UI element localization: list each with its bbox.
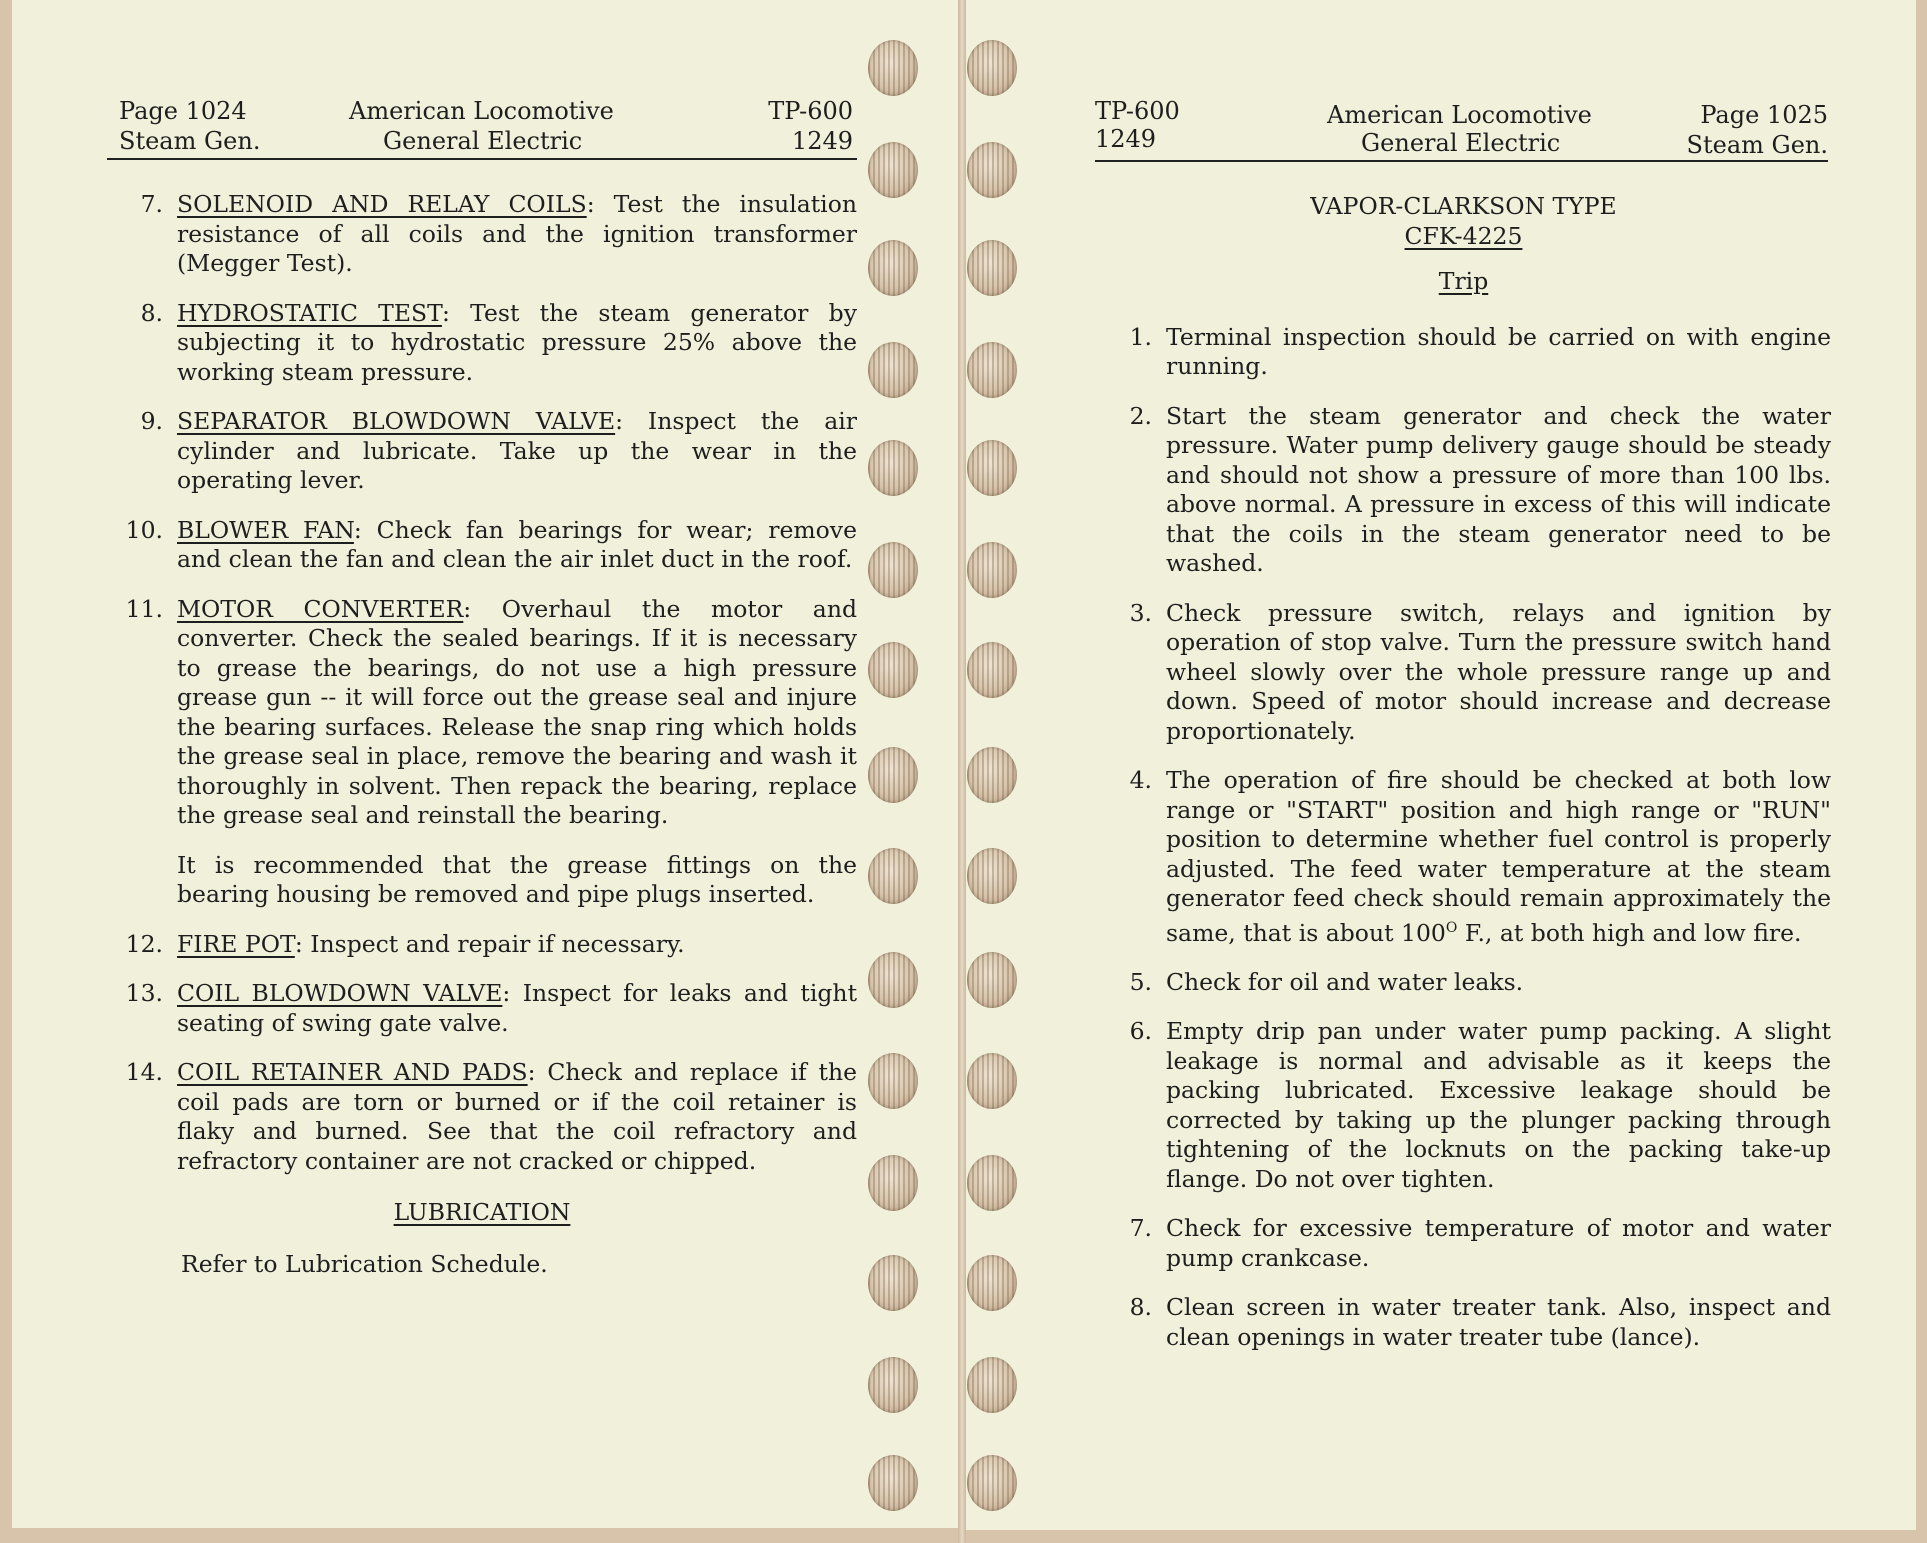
item-text: The operation of fire should be checked at both low range or "START" position and high range or "RUN" position to determine whether fuel control is properly adjusted. The feed water temperature at the steam generator feed check should remain approximately the same, that is about 100 bbox=[1166, 766, 1831, 947]
left-doc-code: TP-600 bbox=[768, 97, 853, 125]
item-text: Terminal inspection should be carried on with engine running. bbox=[1166, 322, 1831, 380]
item-text: Empty drip pan under water pump packing. A slight leakage is normal and advisable as it keeps the packing lubricated. Excessive leakage should be corrected by taking up the plunger packing through tightening of the locknuts on the packing take-up flange. Do not over tighten. bbox=[1166, 1017, 1831, 1193]
item-number: 13. bbox=[125, 979, 163, 1007]
item-number: 11. bbox=[125, 594, 163, 623]
book-spine bbox=[958, 0, 966, 1543]
left-page-header bbox=[107, 96, 857, 162]
list-item bbox=[1096, 1214, 1831, 1273]
list-item bbox=[107, 190, 857, 279]
binding-hole-right bbox=[967, 142, 1017, 198]
binding-hole-left bbox=[868, 142, 918, 198]
item-text: Check for excessive temperature of motor and water pump crankcase. bbox=[1166, 1214, 1831, 1272]
item-number: 2. bbox=[1129, 401, 1152, 430]
left-company-line1: American Locomotive bbox=[349, 97, 614, 125]
item-number: 5. bbox=[1129, 967, 1152, 996]
section-heading bbox=[1096, 192, 1831, 297]
binding-hole-left bbox=[868, 1455, 918, 1511]
item-number: 10. bbox=[125, 515, 163, 544]
left-page-body bbox=[107, 190, 857, 1279]
binding-hole-left bbox=[868, 642, 918, 698]
binding-hole-right bbox=[967, 40, 1017, 96]
item-text: : Overhaul the motor and converter. Check the sealed bearings. If it is necessary to grease the bearings, do not use a high pressure grease gun -- it will force out the grease seal and injure the bearing surfaces. Release the snap ring which holds the grease seal in place, remove the bearing and wash it thoroughly in solvent. Then repack the bearing, replace the grease seal and reinstall the bearing. bbox=[177, 594, 857, 829]
list-item bbox=[1096, 1017, 1831, 1194]
item-title: FIRE POT bbox=[177, 929, 295, 958]
item-number: 7. bbox=[140, 190, 163, 218]
binding-hole-right bbox=[967, 342, 1017, 398]
item-title: COIL RETAINER AND PADS bbox=[177, 1058, 528, 1086]
binding-hole-right bbox=[967, 642, 1017, 698]
item-text: : Inspect and repair if necessary. bbox=[294, 929, 685, 958]
right-doc-code: TP-600 bbox=[1095, 97, 1180, 125]
list-item bbox=[1096, 323, 1831, 382]
item-text: : Inspect the air cylinder and lubricate. Take up the wear in the operating lever. bbox=[177, 407, 858, 494]
list-item bbox=[1096, 599, 1831, 747]
list-item bbox=[107, 299, 857, 388]
item-number: 1. bbox=[1129, 322, 1152, 351]
lubrication-heading: LUBRICATION bbox=[393, 1198, 571, 1226]
binding-hole-left bbox=[868, 440, 918, 496]
binding-hole-right bbox=[967, 542, 1017, 598]
list-item bbox=[107, 407, 857, 496]
binding-hole-right bbox=[967, 848, 1017, 904]
item-text: : Inspect for leaks and tight seating of swing gate valve. bbox=[177, 979, 858, 1037]
item-number: 8. bbox=[140, 298, 163, 327]
binding-hole-left bbox=[868, 240, 918, 296]
list-item bbox=[107, 1058, 857, 1176]
binding-hole-left bbox=[868, 542, 918, 598]
item-text: Check for oil and water leaks. bbox=[1166, 967, 1524, 996]
binding-hole-right bbox=[967, 952, 1017, 1008]
left-page-number: Page 1024 bbox=[119, 97, 247, 125]
binding-hole-left bbox=[868, 952, 918, 1008]
list-item bbox=[107, 930, 857, 960]
right-company-line2: General Electric bbox=[1361, 129, 1561, 157]
binding-hole-right bbox=[967, 1455, 1017, 1511]
list-item bbox=[1096, 402, 1831, 579]
left-section-label: Steam Gen. bbox=[119, 127, 261, 155]
binding-hole-left bbox=[868, 1357, 918, 1413]
right-page-header bbox=[1095, 96, 1828, 162]
binding-hole-left bbox=[868, 747, 918, 803]
item-number: 4. bbox=[1129, 766, 1152, 794]
right-page-body bbox=[1096, 192, 1831, 1372]
right-doc-number: 1249 bbox=[1095, 125, 1157, 153]
item-title: HYDROSTATIC TEST bbox=[177, 298, 442, 327]
binding-hole-left bbox=[868, 848, 918, 904]
item-title: SEPARATOR BLOWDOWN VALVE bbox=[177, 407, 616, 435]
section-title: VAPOR-CLARKSON TYPE bbox=[1310, 192, 1617, 220]
item-title: MOTOR CONVERTER bbox=[177, 594, 464, 623]
item-text: Start the steam generator and check the water pressure. Water pump delivery gauge should be steady and should not show a pressure of more than 100 lbs. above normal. A pressure in excess of this will indicate that the coils in the steam generator need to be washed. bbox=[1166, 401, 1831, 577]
item-title: BLOWER FAN bbox=[177, 515, 354, 544]
left-header-rule bbox=[107, 158, 857, 160]
binding-hole-left bbox=[868, 342, 918, 398]
section-subtitle: Trip bbox=[1438, 267, 1489, 295]
right-page bbox=[966, 0, 1916, 1530]
item-note: It is recommended that the grease fittings on the bearing housing be removed and pipe plugs inserted. bbox=[177, 850, 857, 908]
item-number: 12. bbox=[125, 929, 163, 958]
list-item bbox=[1096, 1293, 1831, 1352]
binding-hole-left bbox=[868, 1155, 918, 1211]
item-title: SOLENOID AND RELAY COILS bbox=[177, 190, 587, 218]
binding-hole-right bbox=[967, 1255, 1017, 1311]
lubrication-text: Refer to Lubrication Schedule. bbox=[181, 1249, 548, 1278]
item-number: 3. bbox=[1129, 598, 1152, 627]
item-number: 7. bbox=[1129, 1214, 1152, 1243]
list-item bbox=[107, 979, 857, 1038]
left-company-line2: General Electric bbox=[383, 127, 583, 155]
binding-hole-right bbox=[967, 1155, 1017, 1211]
binding-hole-right bbox=[967, 240, 1017, 296]
item-text-end: F., at both high and low fire. bbox=[1457, 918, 1802, 947]
item-number: 14. bbox=[125, 1058, 163, 1086]
binding-hole-left bbox=[868, 1053, 918, 1109]
binding-hole-right bbox=[967, 747, 1017, 803]
item-text: : Check fan bearings for wear; remove and clean the fan and clean the air inlet duct in the roof. bbox=[177, 515, 857, 573]
left-doc-number: 1249 bbox=[791, 127, 853, 155]
right-page-number: Page 1025 bbox=[1700, 101, 1828, 129]
list-item bbox=[107, 595, 857, 910]
model-number: CFK-4225 bbox=[1404, 221, 1523, 250]
item-number: 9. bbox=[140, 407, 163, 435]
binding-hole-right bbox=[967, 1357, 1017, 1413]
right-header-rule bbox=[1095, 160, 1828, 162]
item-number: 6. bbox=[1129, 1017, 1152, 1046]
degree-superscript: O bbox=[1445, 919, 1458, 936]
list-item bbox=[1096, 766, 1831, 948]
item-text: Check pressure switch, relays and ignition by operation of stop valve. Turn the pressure switch hand wheel slowly over the whole pressure range up and down. Speed of motor should increase and decrease proportionately. bbox=[1166, 598, 1831, 745]
item-text: : Check and replace if the coil pads are torn or burned or if the coil retainer is flaky and burned. See that the coil refractory and refractory container are not cracked or chipped. bbox=[177, 1058, 857, 1175]
binding-hole-right bbox=[967, 440, 1017, 496]
binding-hole-left bbox=[868, 40, 918, 96]
left-page bbox=[12, 0, 958, 1528]
right-company-line1: American Locomotive bbox=[1327, 101, 1592, 129]
item-number: 8. bbox=[1129, 1293, 1152, 1322]
item-text: : Test the insulation resistance of all coils and the ignition transformer (Megger Test). bbox=[177, 190, 857, 277]
binding-hole-right bbox=[967, 1053, 1017, 1109]
item-text: Clean screen in water treater tank. Also, inspect and clean openings in water treater tube (lance). bbox=[1166, 1293, 1831, 1351]
item-title: COIL BLOWDOWN VALVE bbox=[177, 979, 503, 1007]
list-item bbox=[1096, 968, 1831, 998]
item-text: : Test the steam generator by subjecting it to hydrostatic pressure 25% above the working steam pressure. bbox=[177, 298, 857, 386]
binding-hole-left bbox=[868, 1255, 918, 1311]
right-section-label: Steam Gen. bbox=[1686, 131, 1828, 159]
list-item bbox=[107, 516, 857, 575]
